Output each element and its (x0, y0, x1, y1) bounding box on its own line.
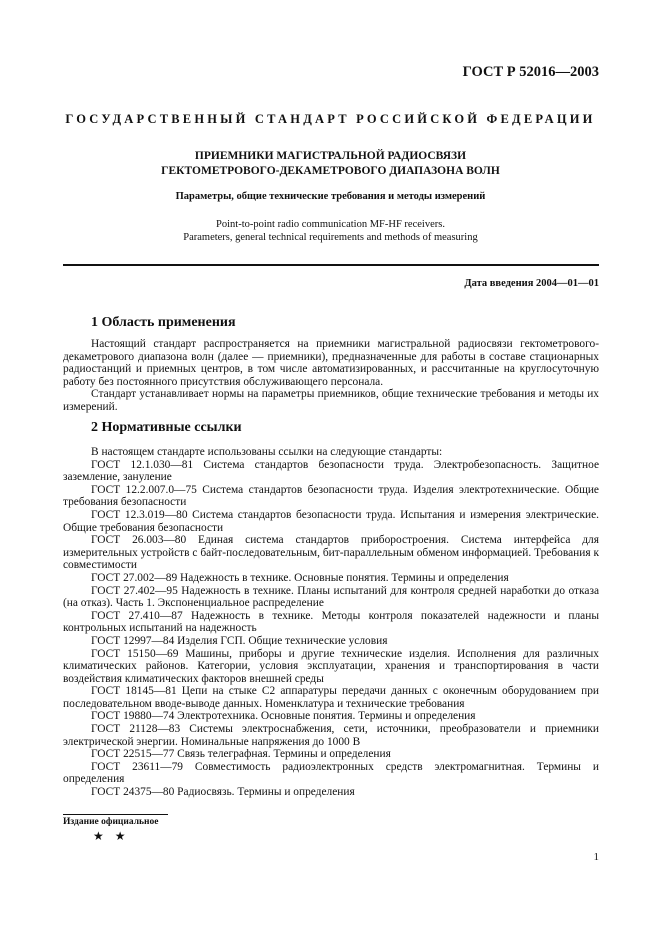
reference-item: ГОСТ 12.1.030—81 Система стандартов безопасности труда. Электробезопасность. Защитное заземление, зануление (63, 458, 599, 484)
paragraph: Стандарт устанавливает нормы на параметры приемников, общие технические требования и методы их измерений. (63, 388, 599, 413)
reference-item: ГОСТ 19880—74 Электротехника. Основные понятия. Термины и определения (91, 710, 476, 723)
document-code: ГОСТ Р 52016—2003 (462, 64, 599, 80)
reference-item: ГОСТ 21128—83 Системы электроснабжения, сети, источники, преобразователи и приемники электрической энергии. Номинальные напряжения до 1000 В (63, 723, 599, 748)
reference-item: ГОСТ 24375—80 Радиосвязь. Термины и определения (91, 786, 355, 799)
page-number: 1 (593, 851, 599, 863)
reference-item: ГОСТ 22515—77 Связь телеграфная. Термины и определения (91, 748, 391, 761)
paragraph: В настоящем стандарте использованы ссылки на следующие стандарты: (91, 446, 443, 458)
section-2-heading: 2 Нормативные ссылки (91, 420, 242, 435)
reference-item: ГОСТ 23611—79 Совместимость радиоэлектронных средств электромагнитная. Термины и определения (63, 760, 599, 786)
state-standard-title: ГОСУДАРСТВЕННЫЙ СТАНДАРТ РОССИЙСКОЙ ФЕДЕРАЦИИ (65, 112, 596, 126)
standard-subtitle: Параметры, общие технические требования и методы измерений (175, 191, 486, 202)
reference-item: ГОСТ 27.402—95 Надежность в технике. Планы испытаний для контроля средней наработки до отказа (на отказ). Часть 1. Экспоненциальное распределение (63, 584, 599, 610)
english-title-line-2: Parameters, general technical requirements and methods of measuring (183, 231, 478, 243)
introduction-date: Дата введения 2004—01—01 (464, 278, 599, 289)
header-divider (63, 264, 599, 266)
standard-title-line-1: ПРИЕМНИКИ МАГИСТРАЛЬНОЙ РАДИОСВЯЗИ (194, 150, 467, 162)
reference-item: ГОСТ 12997—84 Изделия ГСП. Общие технические условия (91, 634, 388, 647)
edition-label: Издание официальное (63, 817, 159, 827)
reference-item: ГОСТ 26.003—80 Единая система стандартов приборостроения. Система интерфейса для измерительных устройств с байт-последовательным, бит-параллельным обменом информацией. Требования к совместимости (63, 534, 599, 572)
reference-item: ГОСТ 15150—69 Машины, приборы и другие технические изделия. Исполнения для различных климатических районов. Категории, условия эксплуатации, хранения и транспортирования в части воздействия климатических факторов внешней среды (63, 647, 599, 685)
standard-title-line-2: ГЕКТОМЕТРОВОГО-ДЕКАМЕТРОВОГО ДИАПАЗОНА ВОЛН (161, 165, 500, 177)
section-1-body (63, 338, 599, 414)
reference-item: ГОСТ 12.3.019—80 Система стандартов безопасности труда. Испытания и измерения электрические. Общие требования безопасности (63, 508, 599, 534)
english-title (60, 219, 601, 244)
star-marks: ★ ★ (93, 829, 130, 843)
reference-item: ГОСТ 18145—81 Цепи на стыке С2 аппаратуры передачи данных с оконечным оборудованием при последовательном вводе-выводе данных. Номенклатура и технические требования (63, 685, 599, 710)
section-1-heading: 1 Область применения (91, 315, 236, 330)
paragraph: Настоящий стандарт распространяется на приемники магистральной радиосвязи гектометрового-декаметрового диапазона волн (далее — приемники), предназначенные для работы в составе стационарных радиостанций и приемных центров, в том числе автоматизированных, и рассчитанные на круглосуточную работу без постоянного присутствия обслуживающего персонала. (63, 338, 599, 388)
english-title-line-1: Point-to-point radio communication MF-HF receivers. (216, 219, 445, 230)
standard-title (60, 149, 601, 179)
reference-item: ГОСТ 27.002—89 Надежность в технике. Основные понятия. Термины и определения (91, 571, 509, 584)
section-2-body (63, 446, 599, 799)
footer-divider (63, 814, 168, 815)
reference-item: ГОСТ 27.410—87 Надежность в технике. Методы контроля показателей надежности и планы контрольных испытаний на надежность (63, 609, 599, 635)
reference-item: ГОСТ 12.2.007.0—75 Система стандартов безопасности труда. Изделия электротехнические. Общие требования безопасности (63, 483, 599, 509)
